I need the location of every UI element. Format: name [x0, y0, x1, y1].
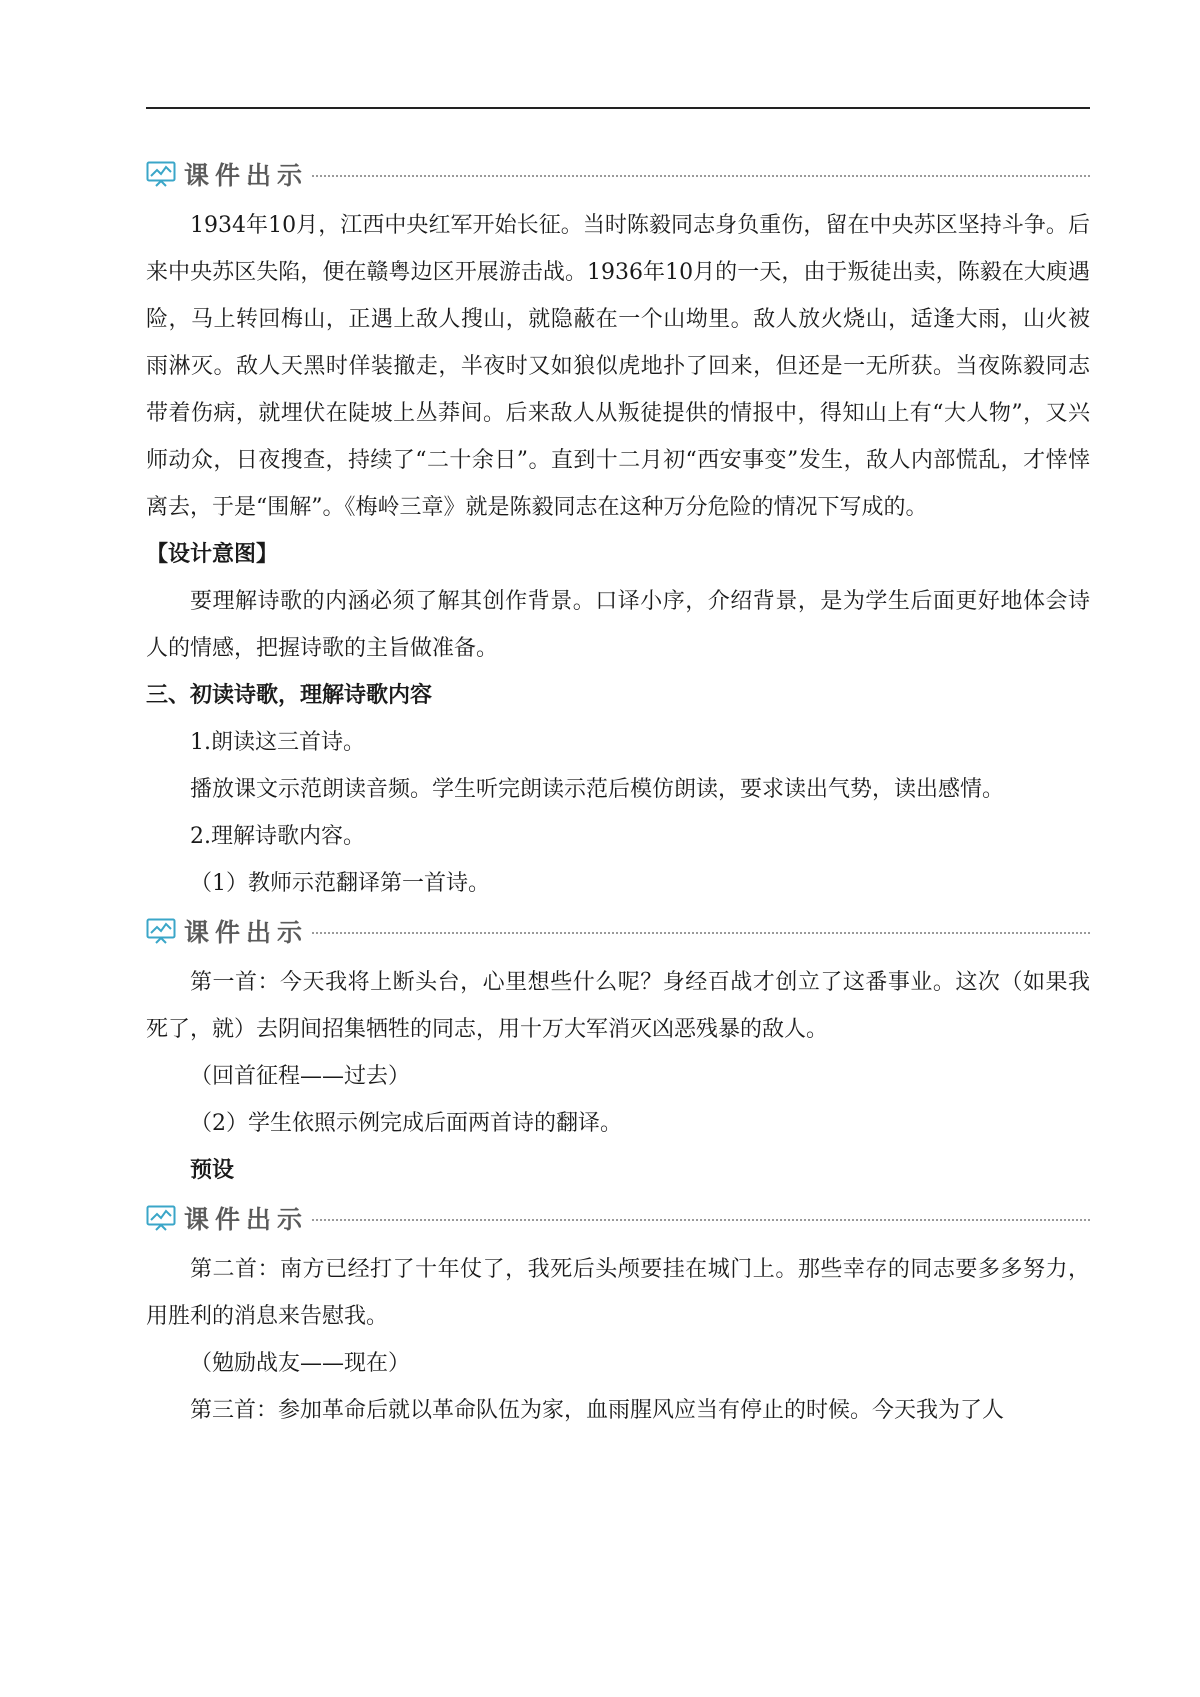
preset-label: 预设 — [190, 1157, 235, 1183]
courseware-header — [146, 1196, 1090, 1240]
poem-three-translation: 第三首：参加革命后就以革命队伍为家，血雨腥风应当有停止的时候。今天我为了人 — [190, 1398, 1005, 1423]
slideshow-icon — [146, 161, 176, 187]
step-two-one: （1）教师示范翻译第一首诗。 — [190, 871, 490, 896]
step-one: 1.朗读这三首诗。 — [190, 730, 365, 755]
step-one-text: 播放课文示范朗读音频。学生听完朗读示范后模仿朗读，要求读出气势，读出感情。 — [190, 777, 1005, 802]
courseware-title: 课件出示 — [184, 918, 309, 947]
poem-one-note: （回首征程——过去） — [190, 1064, 411, 1089]
courseware-title: 课件出示 — [184, 161, 309, 190]
slideshow-icon — [146, 1205, 176, 1231]
slideshow-icon — [146, 918, 176, 944]
section-three-title: 三、初读诗歌，理解诗歌内容 — [146, 683, 433, 708]
courseware-header — [146, 909, 1090, 953]
background-paragraph: 1934年10月，江西中央红军开始长征。当时陈毅同志身负重伤，留在中央苏区坚持斗争。后来中央苏区失陷，便在赣粤边区开展游击战。1936年10月的一天，由于叛徒出卖，陈毅在大庾遇险，马上转回梅山，正遇上敌人搜山，就隐蔽在一个山坳里。敌人放火烧山，适逢大雨，山火被雨淋灭。敌人天黑时佯装撤走，半夜时又如狼似虎地扑了回来，但还是一无所获。当夜陈毅同志带着伤病，就埋伏在陡坡上丛莽间。后来敌人从叛徒提供的情报中，得知山上有“大人物”，又兴师动众，日夜搜查，持续了“二十余日”。直到十二月初“西安事变”发生，敌人内部慌乱，才悻悻离去，于是“围解”。《梅岭三章》就是陈毅同志在这种万分危险的情况下写成的。 — [146, 213, 1090, 520]
poem-two-translation: 第二首：南方已经打了十年仗了，我死后头颅要挂在城门上。那些幸存的同志要多多努力，用胜利的消息来告慰我。 — [146, 1257, 1090, 1329]
dotted-divider — [312, 175, 1090, 177]
poem-two-note: （勉励战友——现在） — [190, 1351, 411, 1376]
document-body — [146, 150, 1090, 1434]
step-two-two: （2）学生依照示例完成后面两首诗的翻译。 — [190, 1111, 622, 1136]
step-two: 2.理解诗歌内容。 — [190, 824, 365, 849]
top-rule — [146, 107, 1090, 109]
dotted-divider — [312, 932, 1090, 934]
design-intent-text: 要理解诗歌的内涵必须了解其创作背景。口译小序，介绍背景，是为学生后面更好地体会诗人的情感，把握诗歌的主旨做准备。 — [146, 589, 1090, 661]
dotted-divider — [312, 1219, 1090, 1221]
courseware-title: 课件出示 — [184, 1205, 309, 1234]
poem-one-translation: 第一首：今天我将上断头台，心里想些什么呢？身经百战才创立了这番事业。这次（如果我死了，就）去阴间招集牺牲的同志，用十万大军消灭凶恶残暴的敌人。 — [146, 970, 1090, 1042]
courseware-header — [146, 152, 1090, 196]
design-intent-heading: 【设计意图】 — [146, 541, 279, 567]
